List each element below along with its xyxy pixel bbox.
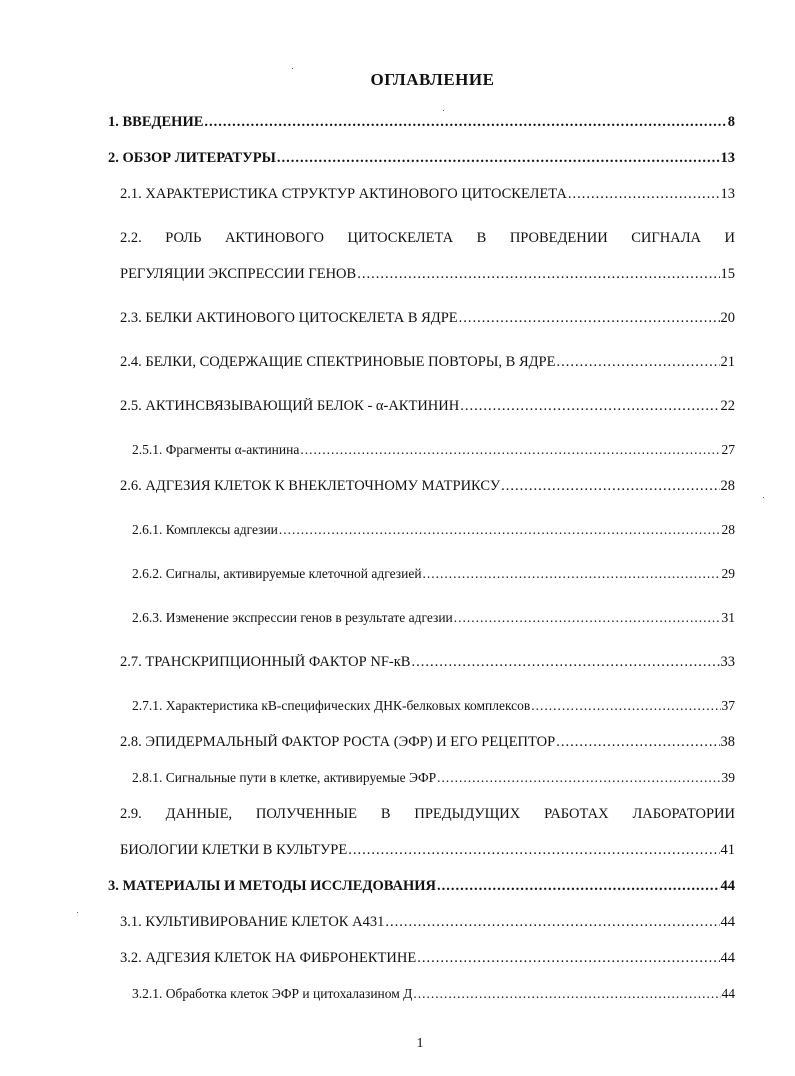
toc-leader <box>531 698 720 714</box>
toc-leader <box>279 522 721 538</box>
toc-entry-label: 2.8.1. Сигнальные пути в клетке, активируемые ЭФР <box>132 770 437 785</box>
toc-leader <box>348 842 719 859</box>
toc-entry-page: 39 <box>721 770 735 785</box>
toc-entry <box>132 566 735 588</box>
toc-leader <box>454 610 721 626</box>
toc-entry-line1 <box>120 230 735 252</box>
toc-entry <box>120 354 735 376</box>
toc-entry-label: 2.3. БЕЛКИ АКТИНОВОГО ЦИТОСКЕЛЕТА В ЯДРЕ <box>120 310 458 326</box>
toc-title: ОГЛАВЛЕНИЕ <box>370 70 495 89</box>
toc-leader <box>437 878 720 895</box>
toc-entry-label: 2.8. ЭПИДЕРМАЛЬНЫЙ ФАКТОР РОСТА (ЭФР) И ЕГО РЕЦЕПТОР <box>120 734 556 750</box>
scan-speck <box>292 68 293 69</box>
toc-entry <box>132 698 735 720</box>
scan-speck <box>443 110 444 111</box>
toc-entry-page: 41 <box>720 842 735 858</box>
toc-entry <box>120 654 735 676</box>
toc-leader <box>437 770 720 786</box>
toc-entry <box>132 770 735 792</box>
page-number: 1 <box>416 1036 424 1051</box>
toc-leader <box>460 398 719 415</box>
toc-entry <box>120 310 735 332</box>
toc-leader <box>277 150 720 167</box>
toc-entry-page: 8 <box>727 114 735 130</box>
toc-entry <box>108 150 735 172</box>
toc-entry-label: 2.7. ТРАНСКРИПЦИОННЫЙ ФАКТОР NF-кВ <box>120 654 411 670</box>
toc-entry-label: 2.6. АДГЕЗИЯ КЛЕТОК К ВНЕКЛЕТОЧНОМУ МАТРИКСУ <box>120 478 501 494</box>
toc-entry <box>120 950 735 972</box>
toc-entry <box>132 610 735 632</box>
toc-entry <box>132 986 735 1008</box>
toc-entry-page: 31 <box>721 610 735 625</box>
toc-entry-page: 33 <box>720 654 735 670</box>
toc-leader <box>357 266 719 283</box>
toc-entry-page: 44 <box>720 878 735 894</box>
toc-entry-page: 27 <box>721 442 735 457</box>
toc-entry-page: 28 <box>720 478 735 494</box>
toc-leader <box>568 186 720 203</box>
toc-entry-label: 2.2. РОЛЬ АКТИНОВОГО ЦИТОСКЕЛЕТА В ПРОВЕДЕНИИ СИГНАЛА И <box>120 230 735 246</box>
toc-entry <box>120 842 735 864</box>
toc-entry-label: 2. ОБЗОР ЛИТЕРАТУРЫ <box>108 150 276 166</box>
toc-entry-label: 2.6.3. Изменение экспрессии генов в результате адгезии <box>132 610 453 625</box>
toc-entry-label: 3.2.1. Обработка клеток ЭФР и цитохалазином Д <box>132 986 413 1001</box>
toc-entry <box>120 914 735 936</box>
toc-entry-line1 <box>120 806 735 828</box>
toc-entry <box>108 878 735 900</box>
toc-entry <box>120 186 735 208</box>
toc-entry-label: 2.5. АКТИНСВЯЗЫВАЮЩИЙ БЕЛОК - α-АКТИНИН <box>120 398 460 414</box>
toc-leader <box>204 114 726 131</box>
toc-entry-page: 22 <box>720 398 735 414</box>
toc-leader <box>501 478 719 495</box>
scan-speck <box>763 497 764 498</box>
toc-entry-label: 2.9. ДАННЫЕ, ПОЛУЧЕННЫЕ В ПРЕДЫДУЩИХ РАБОТАХ ЛАБОРАТОРИИ <box>120 806 735 822</box>
toc-leader <box>423 566 721 582</box>
toc-leader <box>556 734 719 751</box>
toc-entry-page: 38 <box>720 734 735 750</box>
toc-entry-page: 28 <box>721 522 735 537</box>
toc-leader <box>417 950 719 967</box>
toc-entry-page: 21 <box>720 354 735 370</box>
toc-entry <box>120 266 735 288</box>
toc-entry-label: 2.5.1. Фрагменты α-актинина <box>132 442 300 457</box>
toc-entry <box>120 478 735 500</box>
toc-leader <box>556 354 719 371</box>
toc-entry-page: 37 <box>721 698 735 713</box>
toc-leader <box>459 310 720 327</box>
toc-entry <box>132 442 735 464</box>
toc-entry-label: 3.1. КУЛЬТИВИРОВАНИЕ КЛЕТОК А431 <box>120 914 385 930</box>
toc-entry-page: 13 <box>720 150 735 166</box>
toc-entry <box>120 734 735 756</box>
toc-entry-label: 3. МАТЕРИАЛЫ И МЕТОДЫ ИССЛЕДОВАНИЯ <box>108 878 436 894</box>
toc-leader <box>385 914 719 931</box>
toc-entry-page: 20 <box>720 310 735 326</box>
toc-entry-label: РЕГУЛЯЦИИ ЭКСПРЕССИИ ГЕНОВ <box>120 266 357 282</box>
toc-leader <box>413 986 720 1002</box>
toc-leader <box>300 442 720 458</box>
toc-entry-label: 2.7.1. Характеристика кВ-специфических ДНК-белковых комплексов <box>132 698 531 713</box>
toc-entry-page: 15 <box>720 266 735 282</box>
scan-speck <box>77 912 78 913</box>
toc-entry-page: 44 <box>720 914 735 930</box>
toc-entry-label: 2.1. ХАРАКТЕРИСТИКА СТРУКТУР АКТИНОВОГО ЦИТОСКЕЛЕТА <box>120 186 567 202</box>
toc-entry-label: 3.2. АДГЕЗИЯ КЛЕТОК НА ФИБРОНЕКТИНЕ <box>120 950 417 966</box>
toc-entry-label: 2.4. БЕЛКИ, СОДЕРЖАЩИЕ СПЕКТРИНОВЫЕ ПОВТОРЫ, В ЯДРЕ <box>120 354 556 370</box>
toc-entry-page: 29 <box>721 566 735 581</box>
toc-entry-page: 44 <box>721 986 735 1001</box>
toc-entry-label: 2.6.2. Сигналы, активируемые клеточной адгезией <box>132 566 422 581</box>
toc-entry-page: 13 <box>720 186 735 202</box>
toc-entry-label: 2.6.1. Комплексы адгезии <box>132 522 278 537</box>
toc-leader <box>411 654 719 671</box>
toc-entry-label: БИОЛОГИИ КЛЕТКИ В КУЛЬТУРЕ <box>120 842 348 858</box>
toc-entry <box>120 398 735 420</box>
toc-entry <box>108 114 735 136</box>
toc-entry-page: 44 <box>720 950 735 966</box>
toc-entry-label: 1. ВВЕДЕНИЕ <box>108 114 204 130</box>
toc-entry <box>132 522 735 544</box>
